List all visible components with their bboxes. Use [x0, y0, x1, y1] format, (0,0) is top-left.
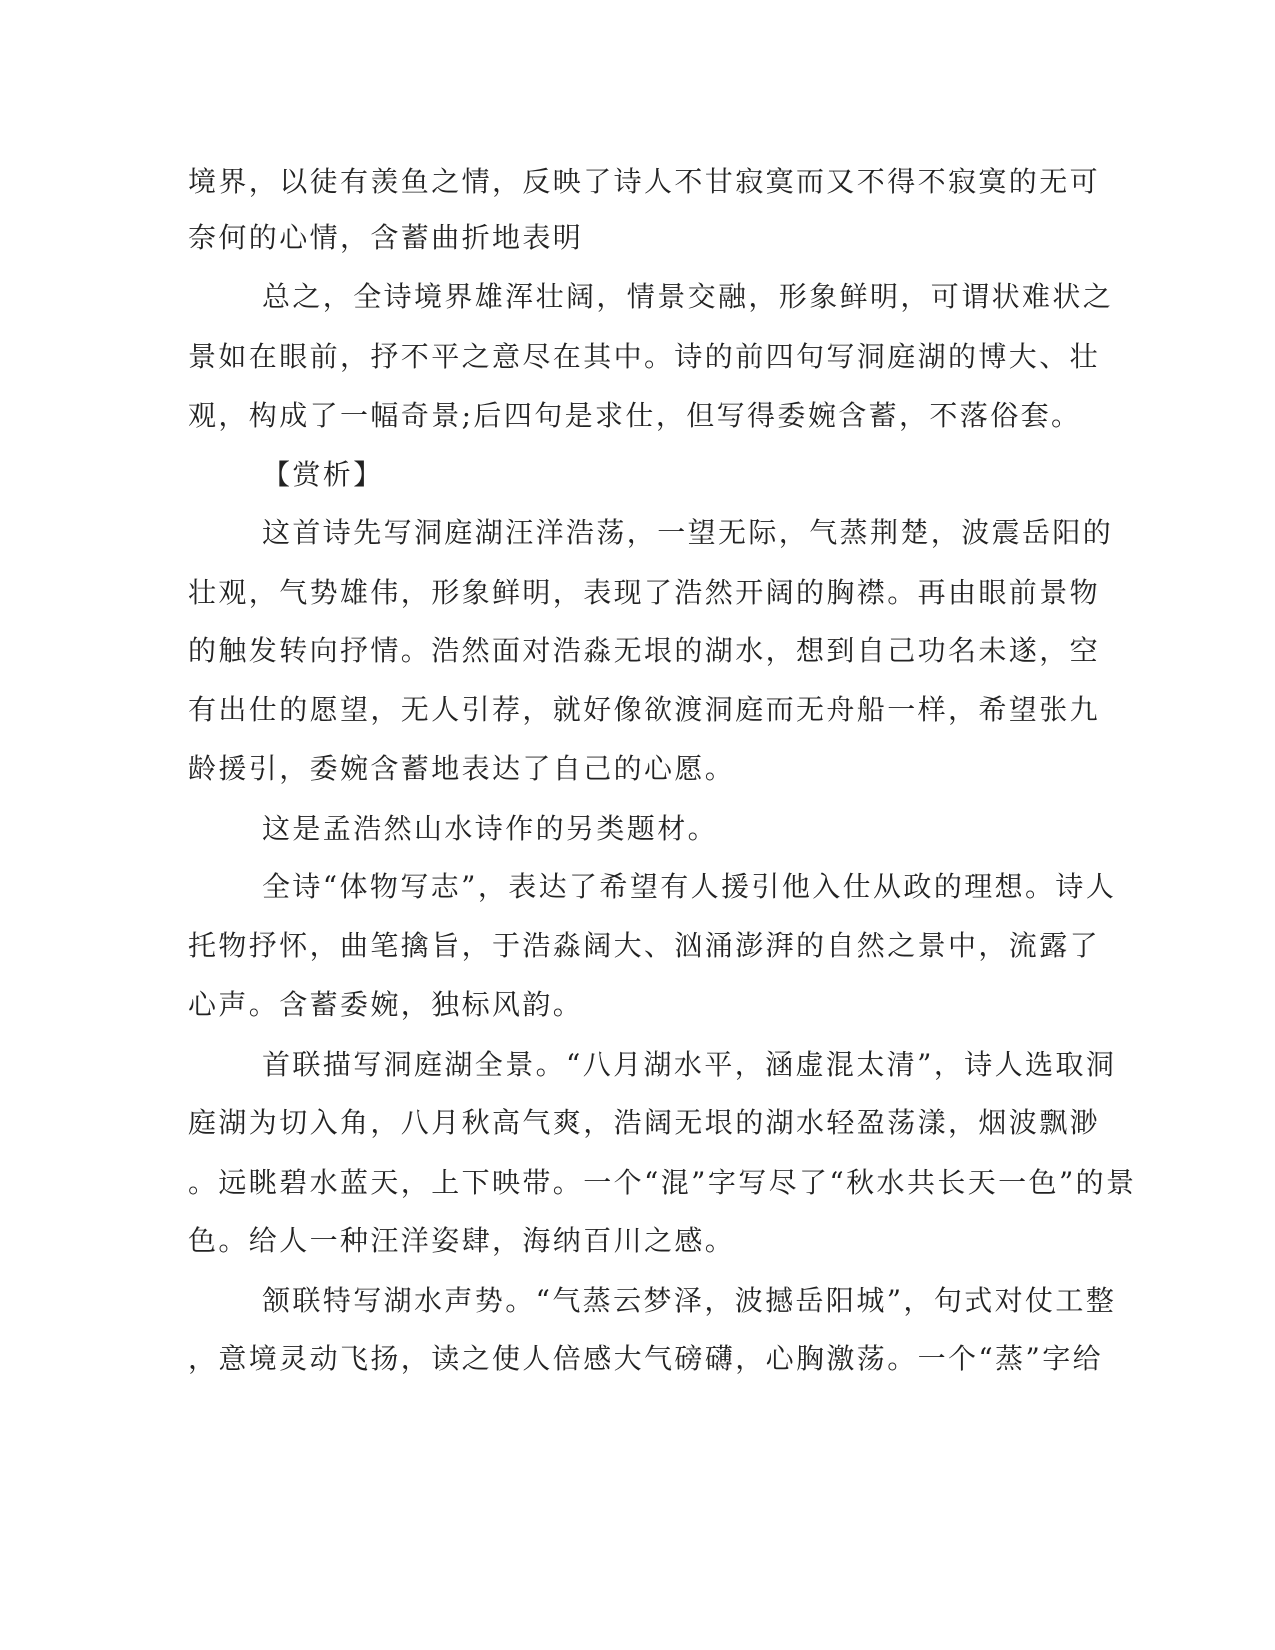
text-line: 观，构成了一幅奇景;后四句是求仕，但写得委婉含蓄，不落俗套。	[188, 399, 1082, 432]
paragraph-start-line: 这首诗先写洞庭湖汪洋浩荡，一望无际，气蒸荆楚，波震岳阳的	[262, 516, 1114, 549]
paragraph-start-line: 总之，全诗境界雄浑壮阔，情景交融，形象鲜明，可谓状难状之	[262, 280, 1114, 313]
paragraph-start-line: 这是孟浩然山水诗作的另类题材。	[262, 812, 719, 845]
text-line: 的触发转向抒情。浩然面对浩淼无垠的湖水，想到自己功名未遂，空	[188, 634, 1101, 667]
text-line: ，意境灵动飞扬，读之使人倍感大气磅礴，心胸激荡。一个“蒸”字给	[188, 1342, 1104, 1375]
paragraph-start-line: 全诗“体物写志”，表达了希望有人援引他入仕从政的理想。诗人	[262, 870, 1117, 903]
text-line: 奈何的心情，含蓄曲折地表明	[188, 221, 584, 254]
text-line: 境界，以徒有羡鱼之情，反映了诗人不甘寂寞而又不得不寂寞的无可	[188, 165, 1101, 198]
text-line: 龄援引，委婉含蓄地表达了自己的心愿。	[188, 752, 736, 785]
text-line: 庭湖为切入角，八月秋高气爽，浩阔无垠的湖水轻盈荡漾，烟波飘渺	[188, 1106, 1101, 1139]
text-line: 色。给人一种汪洋姿肆，海纳百川之感。	[188, 1224, 736, 1257]
text-line: 心声。含蓄委婉，独标风韵。	[188, 988, 584, 1021]
text-line: 壮观，气势雄伟，形象鲜明，表现了浩然开阔的胸襟。再由眼前景物	[188, 576, 1101, 609]
section-heading: 【赏析】	[262, 458, 384, 491]
text-line: 。远眺碧水蓝天，上下映带。一个“混”字写尽了“秋水共长天一色”的景	[188, 1166, 1137, 1199]
paragraph-start-line: 颔联特写湖水声势。“气蒸云梦泽，波撼岳阳城”，句式对仗工整	[262, 1284, 1117, 1317]
text-line: 有出仕的愿望，无人引荐，就好像欲渡洞庭而无舟船一样，希望张九	[188, 693, 1101, 726]
text-line: 托物抒怀，曲笔擒旨，于浩淼阔大、汹涌澎湃的自然之景中，流露了	[188, 929, 1101, 962]
paragraph-start-line: 首联描写洞庭湖全景。“八月湖水平，涵虚混太清”，诗人选取洞	[262, 1048, 1117, 1081]
text-line: 景如在眼前，抒不平之意尽在其中。诗的前四句写洞庭湖的博大、壮	[188, 340, 1101, 373]
